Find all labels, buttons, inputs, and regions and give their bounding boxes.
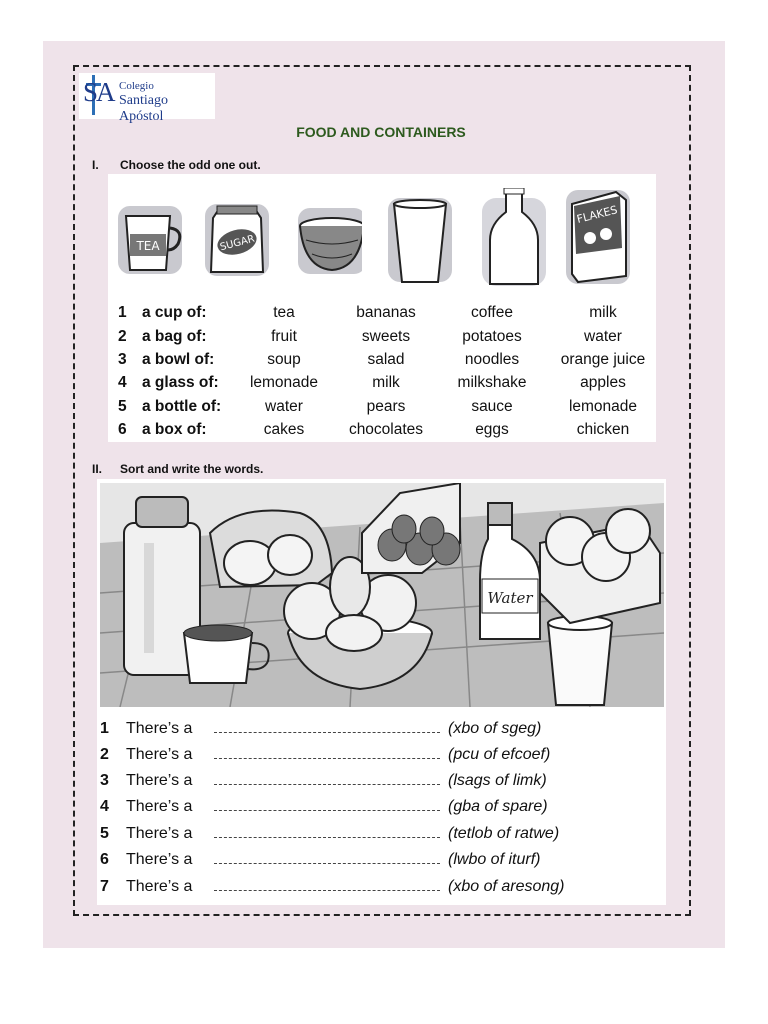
sort-row: 7 There’s a (xbo of aresong) [100, 878, 565, 895]
odd-one-row: 3 a bowl of: soup salad noodles orange juice [118, 351, 658, 373]
scrambled-hint: (pcu of efcoef) [448, 746, 551, 763]
word-option[interactable]: coffee [471, 304, 513, 321]
word-option[interactable]: chocolates [348, 421, 424, 438]
school-logo [79, 73, 215, 124]
odd-one-row: 2 a bag of: fruit sweets potatoes water [118, 328, 658, 350]
section-instruction: Sort and write the words. [120, 462, 264, 476]
answer-blank[interactable] [214, 890, 440, 891]
word-option[interactable]: potatoes [462, 328, 522, 345]
odd-one-row: 5 a bottle of: water pears sauce lemonade [118, 398, 658, 420]
bowl-icon [298, 188, 362, 288]
word-option[interactable]: water [584, 328, 622, 345]
word-option[interactable]: lemonade [568, 398, 638, 415]
section-number: II. [92, 462, 103, 476]
word-option[interactable]: cakes [263, 421, 305, 438]
container-label: a bag of: [142, 328, 207, 345]
section-instruction: Choose the odd one out. [120, 158, 261, 172]
container-label: a box of: [142, 421, 207, 438]
word-option[interactable]: noodles [464, 351, 520, 368]
word-option[interactable]: fruit [271, 328, 297, 345]
word-option[interactable]: apples [580, 374, 626, 391]
cup-icon [118, 188, 182, 288]
word-option[interactable]: water [265, 398, 303, 415]
scrambled-hint: (lsags of limk) [448, 772, 547, 789]
word-option[interactable]: milk [372, 374, 400, 391]
word-option[interactable]: pears [366, 398, 406, 415]
word-option[interactable]: sweets [361, 328, 411, 345]
page-title: FOOD AND CONTAINERS [296, 124, 466, 140]
container-label: a bottle of: [142, 398, 222, 415]
sort-row: 4 There’s a (gba of spare) [100, 798, 548, 815]
container-label: a cup of: [142, 304, 207, 321]
scrambled-hint: (gba of spare) [448, 798, 548, 815]
bottle-icon [482, 188, 546, 288]
odd-one-row: 4 a glass of: lemonade milk milkshake apples [118, 374, 658, 396]
sort-row: 5 There’s a (tetlob of ratwe) [100, 825, 560, 842]
sort-row: 2 There’s a (pcu of efcoef) [100, 746, 551, 763]
logo-line-1: Colegio [119, 80, 154, 92]
container-label: a bowl of: [142, 351, 215, 368]
sort-row: 3 There’s a (lsags of limk) [100, 772, 547, 789]
logo-initials: SA [83, 77, 114, 107]
word-option[interactable]: tea [273, 304, 295, 321]
sort-row: 6 There’s a (lwbo of iturf) [100, 851, 541, 868]
answer-blank[interactable] [214, 863, 440, 864]
odd-one-row: 6 a box of: cakes chocolates eggs chicken [118, 421, 658, 443]
answer-blank[interactable] [214, 784, 440, 785]
logo-line-2: Santiago Apóstol [119, 93, 168, 124]
water-label: Water [487, 589, 533, 607]
word-option[interactable]: bananas [356, 304, 416, 321]
cup-label: TEA [136, 239, 160, 253]
word-option[interactable]: eggs [475, 421, 509, 438]
word-option[interactable]: milk [589, 304, 617, 321]
scrambled-hint: (tetlob of ratwe) [448, 825, 560, 842]
scrambled-hint: (xbo of aresong) [448, 878, 565, 895]
box-icon [566, 188, 630, 288]
food-table-illustration [100, 483, 664, 707]
sort-row: 1 There’s a (xbo of sgeg) [100, 720, 542, 737]
bag-icon [205, 188, 269, 288]
word-option[interactable]: lemonade [249, 374, 319, 391]
odd-one-row: 1 a cup of: tea bananas coffee milk [118, 304, 658, 326]
answer-blank[interactable] [214, 732, 440, 733]
answer-blank[interactable] [214, 810, 440, 811]
bag-label: SUGAR [218, 233, 256, 254]
word-option[interactable]: chicken [576, 421, 630, 438]
answer-blank[interactable] [214, 758, 440, 759]
word-option[interactable]: salad [367, 351, 405, 368]
word-option[interactable]: milkshake [457, 374, 527, 391]
glass-icon [388, 188, 452, 288]
answer-blank[interactable] [214, 837, 440, 838]
word-option[interactable]: orange juice [560, 351, 646, 368]
scrambled-hint: (xbo of sgeg) [448, 720, 542, 737]
container-label: a glass of: [142, 374, 219, 391]
word-option[interactable]: sauce [471, 398, 513, 415]
box-label: FLAKES [575, 203, 619, 226]
word-option[interactable]: soup [267, 351, 301, 368]
section-number: I. [92, 158, 99, 172]
scrambled-hint: (lwbo of iturf) [448, 851, 541, 868]
